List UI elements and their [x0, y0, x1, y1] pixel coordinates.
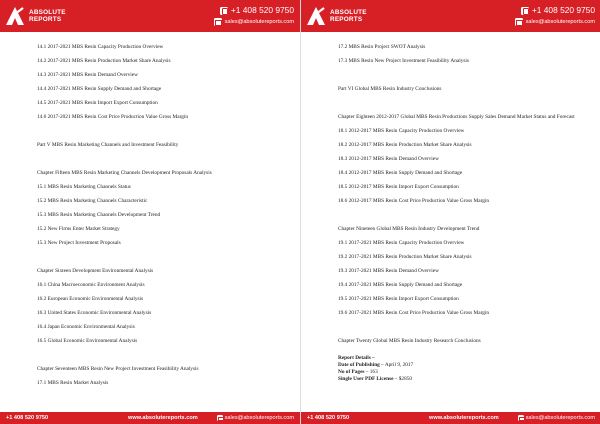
toc-entry: 19.2 2017-2021 MBS Resin Production Market Share Analysis [338, 254, 472, 260]
brand-logo[interactable] [4, 3, 74, 29]
toc-entry: Part VI Global MBS Resin Industry Conclusions [338, 86, 442, 92]
mail-icon [217, 415, 223, 421]
mail-icon [518, 415, 524, 421]
toc-entry: 19.6 2017-2021 MBS Resin Cost Price Production Value Gross Margin [338, 310, 490, 316]
toc-entry: 14.6 2017-2021 MBS Resin Cost Price Production Value Gross Margin [37, 114, 189, 120]
report-license: Single User PDF License – $2850 [338, 376, 413, 382]
toc-entry: 15.3 New Project Investment Proposals [37, 240, 121, 246]
toc-entry: 15.2 MBS Resin Marketing Channels Characteristic [37, 198, 148, 204]
toc-entry: 15.3 MBS Resin Marketing Channels Development Trend [37, 212, 161, 218]
report-date-label: Date of Publishing [338, 362, 380, 368]
header-contact [515, 5, 595, 27]
toc-entry: 19.1 2017-2021 MBS Resin Capacity Production Overview [338, 240, 465, 246]
toc-entry: 15.1 MBS Resin Marketing Channels Status [37, 184, 131, 190]
logo-mark-icon [4, 5, 26, 27]
footer-website[interactable]: www.absolutereports.com [128, 414, 198, 421]
report-date: Date of Publishing – April 9, 2017 [338, 362, 414, 368]
toc-entry: 16.2 European Economic Environmental Analysis [37, 296, 144, 302]
brand-name [29, 9, 66, 23]
header-phone[interactable] [214, 5, 294, 16]
footer-phone[interactable]: +1 408 520 9750 [6, 414, 49, 421]
brand-name [330, 9, 367, 23]
header-contact [214, 5, 294, 27]
toc-entry: Chapter Seventeen MBS Resin New Project Investment Feasibility Analysis [37, 366, 199, 372]
report-pages: No of Pages – 163 [338, 369, 378, 375]
toc-list-left [37, 44, 293, 387]
page-footer [301, 412, 600, 424]
phone-icon [521, 7, 529, 15]
header-phone-text: +1 408 520 9750 [531, 5, 595, 15]
page-header [0, 0, 300, 32]
logo-mark-icon [305, 5, 327, 27]
mail-icon [515, 18, 523, 26]
report-pages-value: 163 [369, 369, 378, 375]
brand-line-1: ABSOLUTE [29, 9, 66, 16]
header-phone[interactable] [515, 5, 595, 16]
toc-entry: 18.4 2012-2017 MBS Resin Supply Demand and Shortage [338, 170, 463, 176]
toc-entry: 18.1 2012-2017 MBS Resin Capacity Production Overview [338, 128, 465, 134]
toc-entry: 14.3 2017-2021 MBS Resin Demand Overview [37, 72, 138, 78]
toc-entry: 17.2 MBS Resin Project SWOT Analysis [338, 44, 426, 50]
mail-icon [214, 18, 222, 26]
toc-entry: 14.5 2017-2021 MBS Resin Import Export Consumption [37, 100, 158, 106]
toc-entry: Chapter Eighteen 2012-2017 Global MBS Resin Productions Supply Sales Demand Market Status and Forecast [338, 114, 575, 120]
brand-line-1: ABSOLUTE [330, 9, 367, 16]
toc-entry: 16.4 Japan Economic Environmental Analysis [37, 324, 135, 330]
report-license-value: $2850 [398, 376, 413, 382]
toc-entry: Chapter Twenty Global MBS Resin Industry Research Conclusions [338, 338, 481, 344]
toc-entry: Chapter Fifteen MBS Resin Marketing Channels Development Proposals Analysis [37, 170, 212, 176]
report-details [338, 355, 594, 383]
report-pages-label: No of Pages [338, 369, 365, 375]
toc-entries-right [338, 44, 594, 345]
report-date-value: April 9, 2017 [384, 362, 414, 368]
page-header [301, 0, 600, 32]
toc-entry: 18.5 2012-2017 MBS Resin Import Export Consumption [338, 184, 459, 190]
toc-entry: 17.3 MBS Resin New Project Investment Feasibility Analysis [338, 58, 469, 64]
toc-entry: 18.6 2012-2017 MBS Resin Cost Price Production Value Gross Margin [338, 198, 490, 204]
toc-entry: 16.3 United States Economic Environmental Analysis [37, 310, 152, 316]
toc-entry: 18.3 2012-2017 MBS Resin Demand Overview [338, 156, 439, 162]
header-email-text: sales@absolutereports.com [525, 19, 595, 25]
phone-icon [220, 7, 228, 15]
toc-entry: 19.4 2017-2021 MBS Resin Supply Demand and Shortage [338, 282, 463, 288]
page-footer [0, 412, 300, 424]
header-phone-text: +1 408 520 9750 [230, 5, 294, 15]
footer-website[interactable]: www.absolutereports.com [429, 414, 499, 421]
toc-entry: 14.1 2017-2021 MBS Resin Capacity Production Overview [37, 44, 164, 50]
toc-entry: Chapter Sixteen Development Environmental Analysis [37, 268, 154, 274]
header-email[interactable] [214, 17, 294, 27]
footer-email[interactable] [518, 415, 595, 422]
toc-entry: 15.2 New Firms Enter Market Strategy [37, 226, 120, 232]
toc-list-right [338, 44, 594, 383]
toc-entry: 17.1 MBS Resin Market Analysis [37, 380, 109, 386]
page-right [300, 0, 600, 424]
toc-entry: 16.5 Global Economic Environmental Analysis [37, 338, 138, 344]
toc-entry: 18.2 2012-2017 MBS Resin Production Market Share Analysis [338, 142, 472, 148]
toc-entry: 19.5 2017-2021 MBS Resin Import Export Consumption [338, 296, 459, 302]
toc-entry: 14.2 2017-2021 MBS Resin Production Market Share Analysis [37, 58, 171, 64]
toc-entry: Chapter Nineteen Global MBS Resin Industry Development Trend [338, 226, 480, 232]
report-details-heading: Report Details – [338, 355, 375, 361]
footer-email-text: sales@absolutereports.com [224, 414, 294, 421]
header-email-text: sales@absolutereports.com [224, 19, 294, 25]
brand-line-2: REPORTS [330, 16, 363, 23]
footer-email[interactable] [217, 415, 294, 422]
toc-entry: Part V MBS Resin Marketing Channels and Investment Feasibility [37, 142, 179, 148]
footer-phone[interactable]: +1 408 520 9750 [307, 414, 350, 421]
header-email[interactable] [515, 17, 595, 27]
toc-entry: 14.4 2017-2021 MBS Resin Supply Demand and Shortage [37, 86, 162, 92]
footer-email-text: sales@absolutereports.com [525, 414, 595, 421]
report-license-label: Single User PDF License [338, 376, 394, 382]
brand-line-2: REPORTS [29, 16, 62, 23]
toc-entry: 16.1 China Macroeconomic Environment Analysis [37, 282, 145, 288]
brand-logo[interactable] [305, 3, 375, 29]
toc-entry: 19.3 2017-2021 MBS Resin Demand Overview [338, 268, 439, 274]
